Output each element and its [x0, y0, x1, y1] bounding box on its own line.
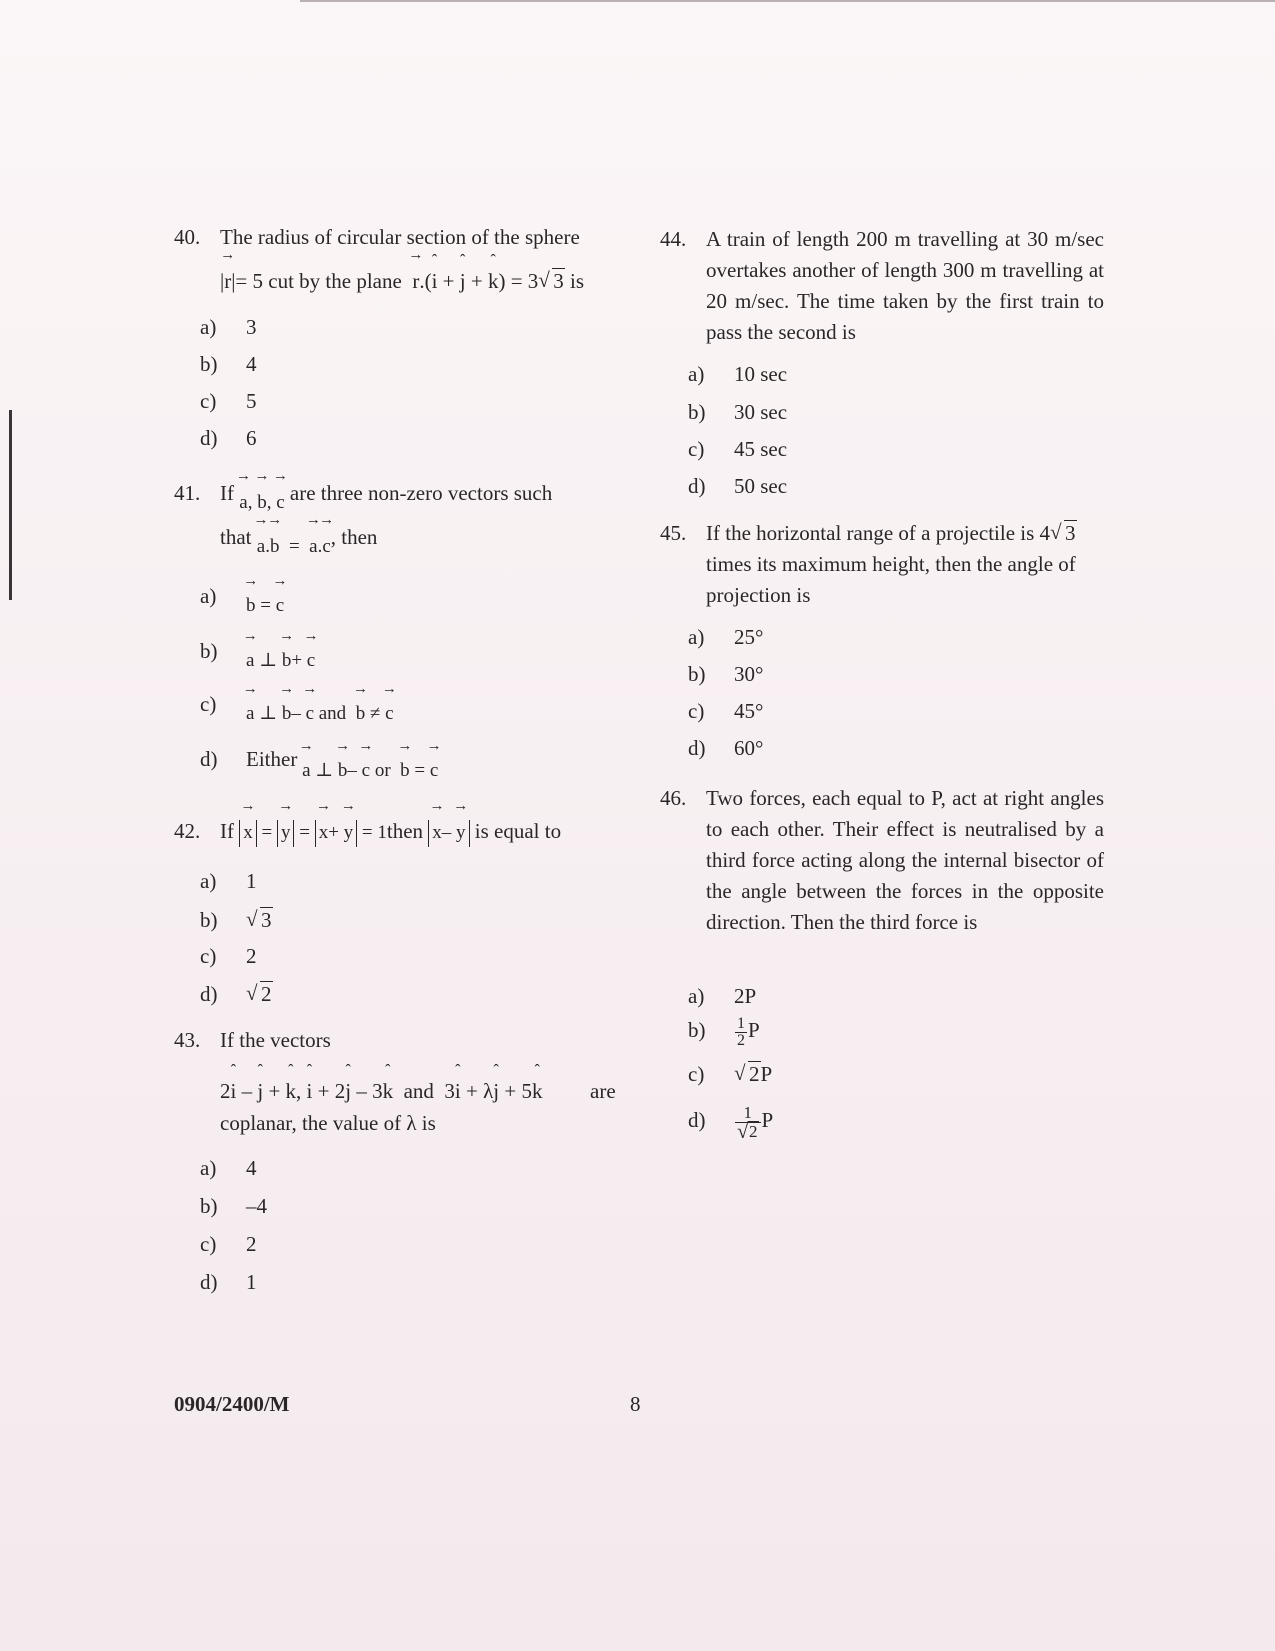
option-a[interactable]	[200, 1154, 257, 1182]
option-label: a)	[688, 362, 705, 386]
if-text: If	[220, 819, 234, 843]
option-b[interactable]	[688, 1016, 760, 1049]
option-label: c)	[688, 1062, 705, 1086]
option-a[interactable]	[688, 360, 787, 388]
option-b[interactable]	[688, 398, 787, 426]
question-number: 40.	[174, 225, 201, 249]
then-text: , then	[330, 525, 378, 549]
option-value: 4	[246, 1156, 257, 1180]
abs-equation: → x = → y = → x+ → y = 1	[239, 820, 387, 847]
binding-mark	[9, 410, 12, 600]
sqrt-two: √ 2	[246, 980, 273, 1008]
option-label: b)	[200, 352, 218, 376]
question-text: If the vectors	[220, 1028, 331, 1052]
option-value: 1	[246, 869, 257, 893]
option-value: 2P	[734, 984, 757, 1008]
are-text: are	[590, 1079, 616, 1103]
or-text: or	[374, 760, 391, 781]
question-number: 41.	[174, 481, 201, 505]
option-label: a)	[200, 584, 217, 608]
dot-equation: → a.→ b = → a.→ c	[257, 536, 331, 557]
text-part-2: times its maximum height, then the angle of projection is	[706, 552, 1076, 607]
option-math: √ 2P	[734, 1062, 772, 1086]
option-c[interactable]	[200, 942, 257, 970]
option-b[interactable]	[200, 637, 316, 671]
option-c[interactable]	[200, 387, 257, 415]
option-value: 2	[246, 944, 257, 968]
option-math: → a ⊥ → b– → c or → b = → c	[297, 760, 438, 781]
sphere-equation: |→ r|= 5	[220, 269, 263, 293]
option-b[interactable]	[200, 1192, 267, 1220]
either-text: Either	[246, 747, 298, 771]
option-value: –4	[246, 1194, 267, 1218]
is-text: is	[570, 269, 585, 293]
option-label: d)	[200, 747, 218, 771]
option-label: c)	[200, 1232, 217, 1256]
abs-difference: → x– → y	[428, 820, 469, 847]
option-label: c)	[200, 692, 217, 716]
option-label: d)	[688, 474, 706, 498]
question-40-formula	[220, 266, 584, 297]
that-text: that	[220, 525, 252, 549]
cut-by-text: cut by the plane	[268, 269, 402, 293]
and-text: and	[403, 1079, 434, 1103]
question-text: coplanar, the value of λ is	[220, 1111, 436, 1135]
option-label: c)	[200, 389, 217, 413]
option-c[interactable]	[688, 1060, 772, 1088]
page-top-edge	[300, 0, 1275, 2]
option-d[interactable]	[688, 1104, 773, 1141]
option-a[interactable]	[200, 867, 257, 895]
equal-text: is equal to	[474, 819, 562, 843]
if-text: If	[220, 481, 234, 505]
option-label: b)	[200, 639, 218, 663]
option-a[interactable]	[688, 982, 756, 1010]
question-text: The radius of circular section of the sphere	[220, 225, 580, 249]
option-value: 3	[246, 315, 257, 339]
question-text	[220, 816, 561, 848]
option-value: 2	[246, 1232, 257, 1256]
option-b[interactable]	[688, 660, 763, 688]
option-label: a)	[200, 315, 217, 339]
option-label: c)	[200, 944, 217, 968]
option-value: 50 sec	[734, 474, 788, 498]
option-math: $\frac{1}{2}$ P	[737, 1015, 760, 1049]
option-value: 10 sec	[734, 362, 788, 386]
option-label: b)	[688, 1018, 706, 1043]
range-factor: 4√ 3	[1040, 521, 1077, 545]
option-value: 1	[246, 1270, 257, 1294]
option-c[interactable]	[688, 435, 787, 463]
option-value: 6	[246, 426, 257, 450]
question-number: 44.	[660, 227, 687, 251]
question-text	[706, 518, 1104, 611]
text-part-1: If the horizontal range of a projectile is	[706, 521, 1035, 545]
option-label: b)	[688, 662, 706, 686]
option-label: a)	[688, 984, 705, 1008]
option-value: 4	[246, 352, 257, 376]
paper-code: 0904/2400/M	[174, 1392, 290, 1416]
plane-equation: → r.(ˆ i + ˆ j + ˆ k) = 3√ 3	[407, 269, 565, 293]
option-b[interactable]	[200, 906, 273, 934]
option-b[interactable]	[200, 350, 257, 378]
question-43-line3	[220, 1108, 436, 1139]
option-math: → a ⊥ → b– → c and → b ≠ → c	[246, 703, 394, 724]
vector-list: 2ˆ i – ˆ j + ˆ k, ˆ i + 2ˆ j – 3ˆ k and 3ˆ i + λˆ j + 5ˆ k	[220, 1079, 542, 1103]
option-math: → a ⊥ → b+ → c	[246, 650, 315, 671]
option-d[interactable]	[200, 1268, 257, 1296]
option-a[interactable]	[688, 623, 763, 651]
option-c[interactable]	[200, 690, 394, 724]
option-label: a)	[200, 869, 217, 893]
question-number: 43.	[174, 1028, 201, 1052]
option-d[interactable]	[200, 745, 439, 781]
option-math: 1 √ 2 P	[734, 1108, 773, 1132]
option-label: d)	[200, 1270, 218, 1294]
option-value: 30 °	[734, 662, 763, 686]
rest-text: are three non-zero vectors such	[289, 481, 553, 505]
question-text: A train of length 200 m travelling at 30 m/sec overtakes another of length 300 m travelling at 20 m/sec. The time taken by the first train to pass the second is	[706, 227, 1104, 344]
sqrt-three: √ 3	[246, 906, 273, 934]
option-value: 25 °	[734, 625, 763, 649]
option-d[interactable]	[688, 734, 763, 762]
option-d[interactable]	[688, 472, 787, 500]
question-text	[220, 478, 553, 513]
option-c[interactable]	[688, 697, 763, 725]
option-label: b)	[200, 1194, 218, 1218]
option-a[interactable]	[200, 582, 285, 616]
question-number: 46.	[660, 786, 687, 810]
option-a[interactable]	[200, 313, 257, 341]
option-d[interactable]	[200, 980, 273, 1008]
question-number: 45.	[660, 521, 687, 545]
option-math: → b = → c	[246, 595, 284, 616]
option-label: c)	[688, 437, 705, 461]
option-value: 45 sec	[734, 437, 788, 461]
option-value: 5	[246, 389, 257, 413]
vectors-abc: → a, → b, → c	[239, 492, 284, 513]
option-label: b)	[688, 400, 706, 424]
option-label: d)	[200, 982, 218, 1006]
question-43-vectors	[220, 1076, 620, 1107]
option-label: d)	[200, 426, 218, 450]
option-d[interactable]	[200, 424, 257, 452]
option-label: a)	[200, 1156, 217, 1180]
option-value: 45 °	[734, 699, 763, 723]
option-label: b)	[200, 908, 218, 932]
question-41-line2	[220, 522, 378, 557]
question-number: 42.	[174, 819, 201, 843]
option-label: c)	[688, 699, 705, 723]
option-value: 60 °	[734, 736, 763, 760]
option-label: d)	[688, 1108, 706, 1133]
option-label: d)	[688, 736, 706, 760]
option-c[interactable]	[200, 1230, 257, 1258]
option-value: 30 sec	[734, 400, 788, 424]
page-number: 8	[630, 1392, 641, 1416]
then-text: then	[386, 819, 424, 843]
option-label: a)	[688, 625, 705, 649]
and-text: and	[318, 703, 347, 724]
question-text: Two forces, each equal to P, act at right angles to each other. Their effect is neutralised by a third force acting along the internal bisector of the angle between the forces in the opposite direction. Then the third force is	[706, 786, 1104, 934]
